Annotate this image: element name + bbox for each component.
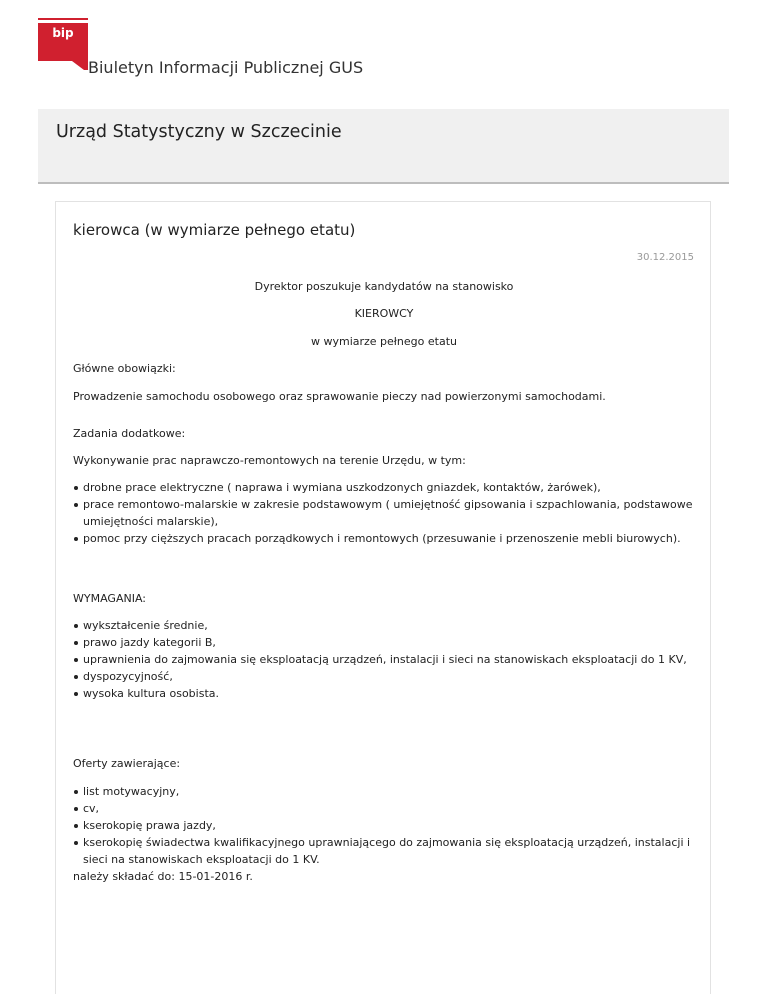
list-item: wykształcenie średnie, — [73, 617, 698, 634]
list-item: cv, — [73, 800, 698, 817]
list-item: prawo jazdy kategorii B, — [73, 634, 698, 651]
list-item: drobne prace elektryczne ( naprawa i wymiana uszkodzonych gniazdek, kontaktów, żarówek), — [73, 479, 698, 496]
offers-list — [73, 783, 698, 868]
list-item: dyspozycyjność, — [73, 668, 698, 685]
requirements-list — [73, 617, 698, 702]
list-item: kserokopię prawa jazdy, — [73, 817, 698, 834]
site-header — [38, 18, 738, 78]
duties-heading: Główne obowiązki: — [73, 362, 176, 375]
article-title: kierowca (w wymiarze pełnego etatu) — [73, 221, 356, 239]
list-item: uprawnienia do zajmowania się eksploatacją urządzeń, instalacji i sieci na stanowiskach eksploatacji do 1 KV, — [73, 651, 698, 668]
list-item: wysoka kultura osobista. — [73, 685, 698, 702]
list-item: kserokopię świadectwa kwalifikacyjnego uprawniającego do zajmowania się eksploatacją urządzeń, instalacji i sieci na stanowiskach eksploatacji do 1 KV. — [73, 834, 698, 868]
article-card — [55, 201, 711, 994]
article-date: 30.12.2015 — [636, 252, 694, 263]
intro-line-1: Dyrektor poszukuje kandydatów na stanowisko — [254, 280, 514, 293]
unit-name-link[interactable]: Urząd Statystyczny w Szczecinie — [56, 122, 342, 142]
deadline-text: należy składać do: 15-01-2016 r. — [73, 870, 253, 883]
duties-text: Prowadzenie samochodu osobowego oraz sprawowanie pieczy nad powierzonymi samochodami. — [73, 390, 606, 403]
extra-intro: Wykonywanie prac naprawczo-remontowych na terenie Urzędu, w tym: — [73, 454, 466, 467]
list-item: list motywacyjny, — [73, 783, 698, 800]
bip-logo-text: bip — [52, 26, 74, 40]
unit-banner — [38, 109, 729, 184]
list-item: prace remontowo-malarskie w zakresie podstawowym ( umiejętność gipsowania i szpachlowania, podstawowe umiejętności malarskie), — [73, 496, 698, 530]
list-item: pomoc przy cięższych pracach porządkowych i remontowych (przesuwanie i przenoszenie mebli biurowych). — [73, 530, 698, 547]
offers-heading: Oferty zawierające: — [73, 757, 181, 770]
extra-heading: Zadania dodatkowe: — [73, 427, 186, 440]
bip-logo-icon[interactable] — [38, 18, 88, 70]
requirements-heading: WYMAGANIA: — [73, 592, 146, 605]
intro-line-2: KIEROWCY — [354, 307, 414, 320]
site-title-link[interactable]: Biuletyn Informacji Publicznej GUS — [88, 58, 364, 77]
intro-line-3: w wymiarze pełnego etatu — [310, 335, 457, 348]
extra-tasks-list — [73, 479, 698, 547]
